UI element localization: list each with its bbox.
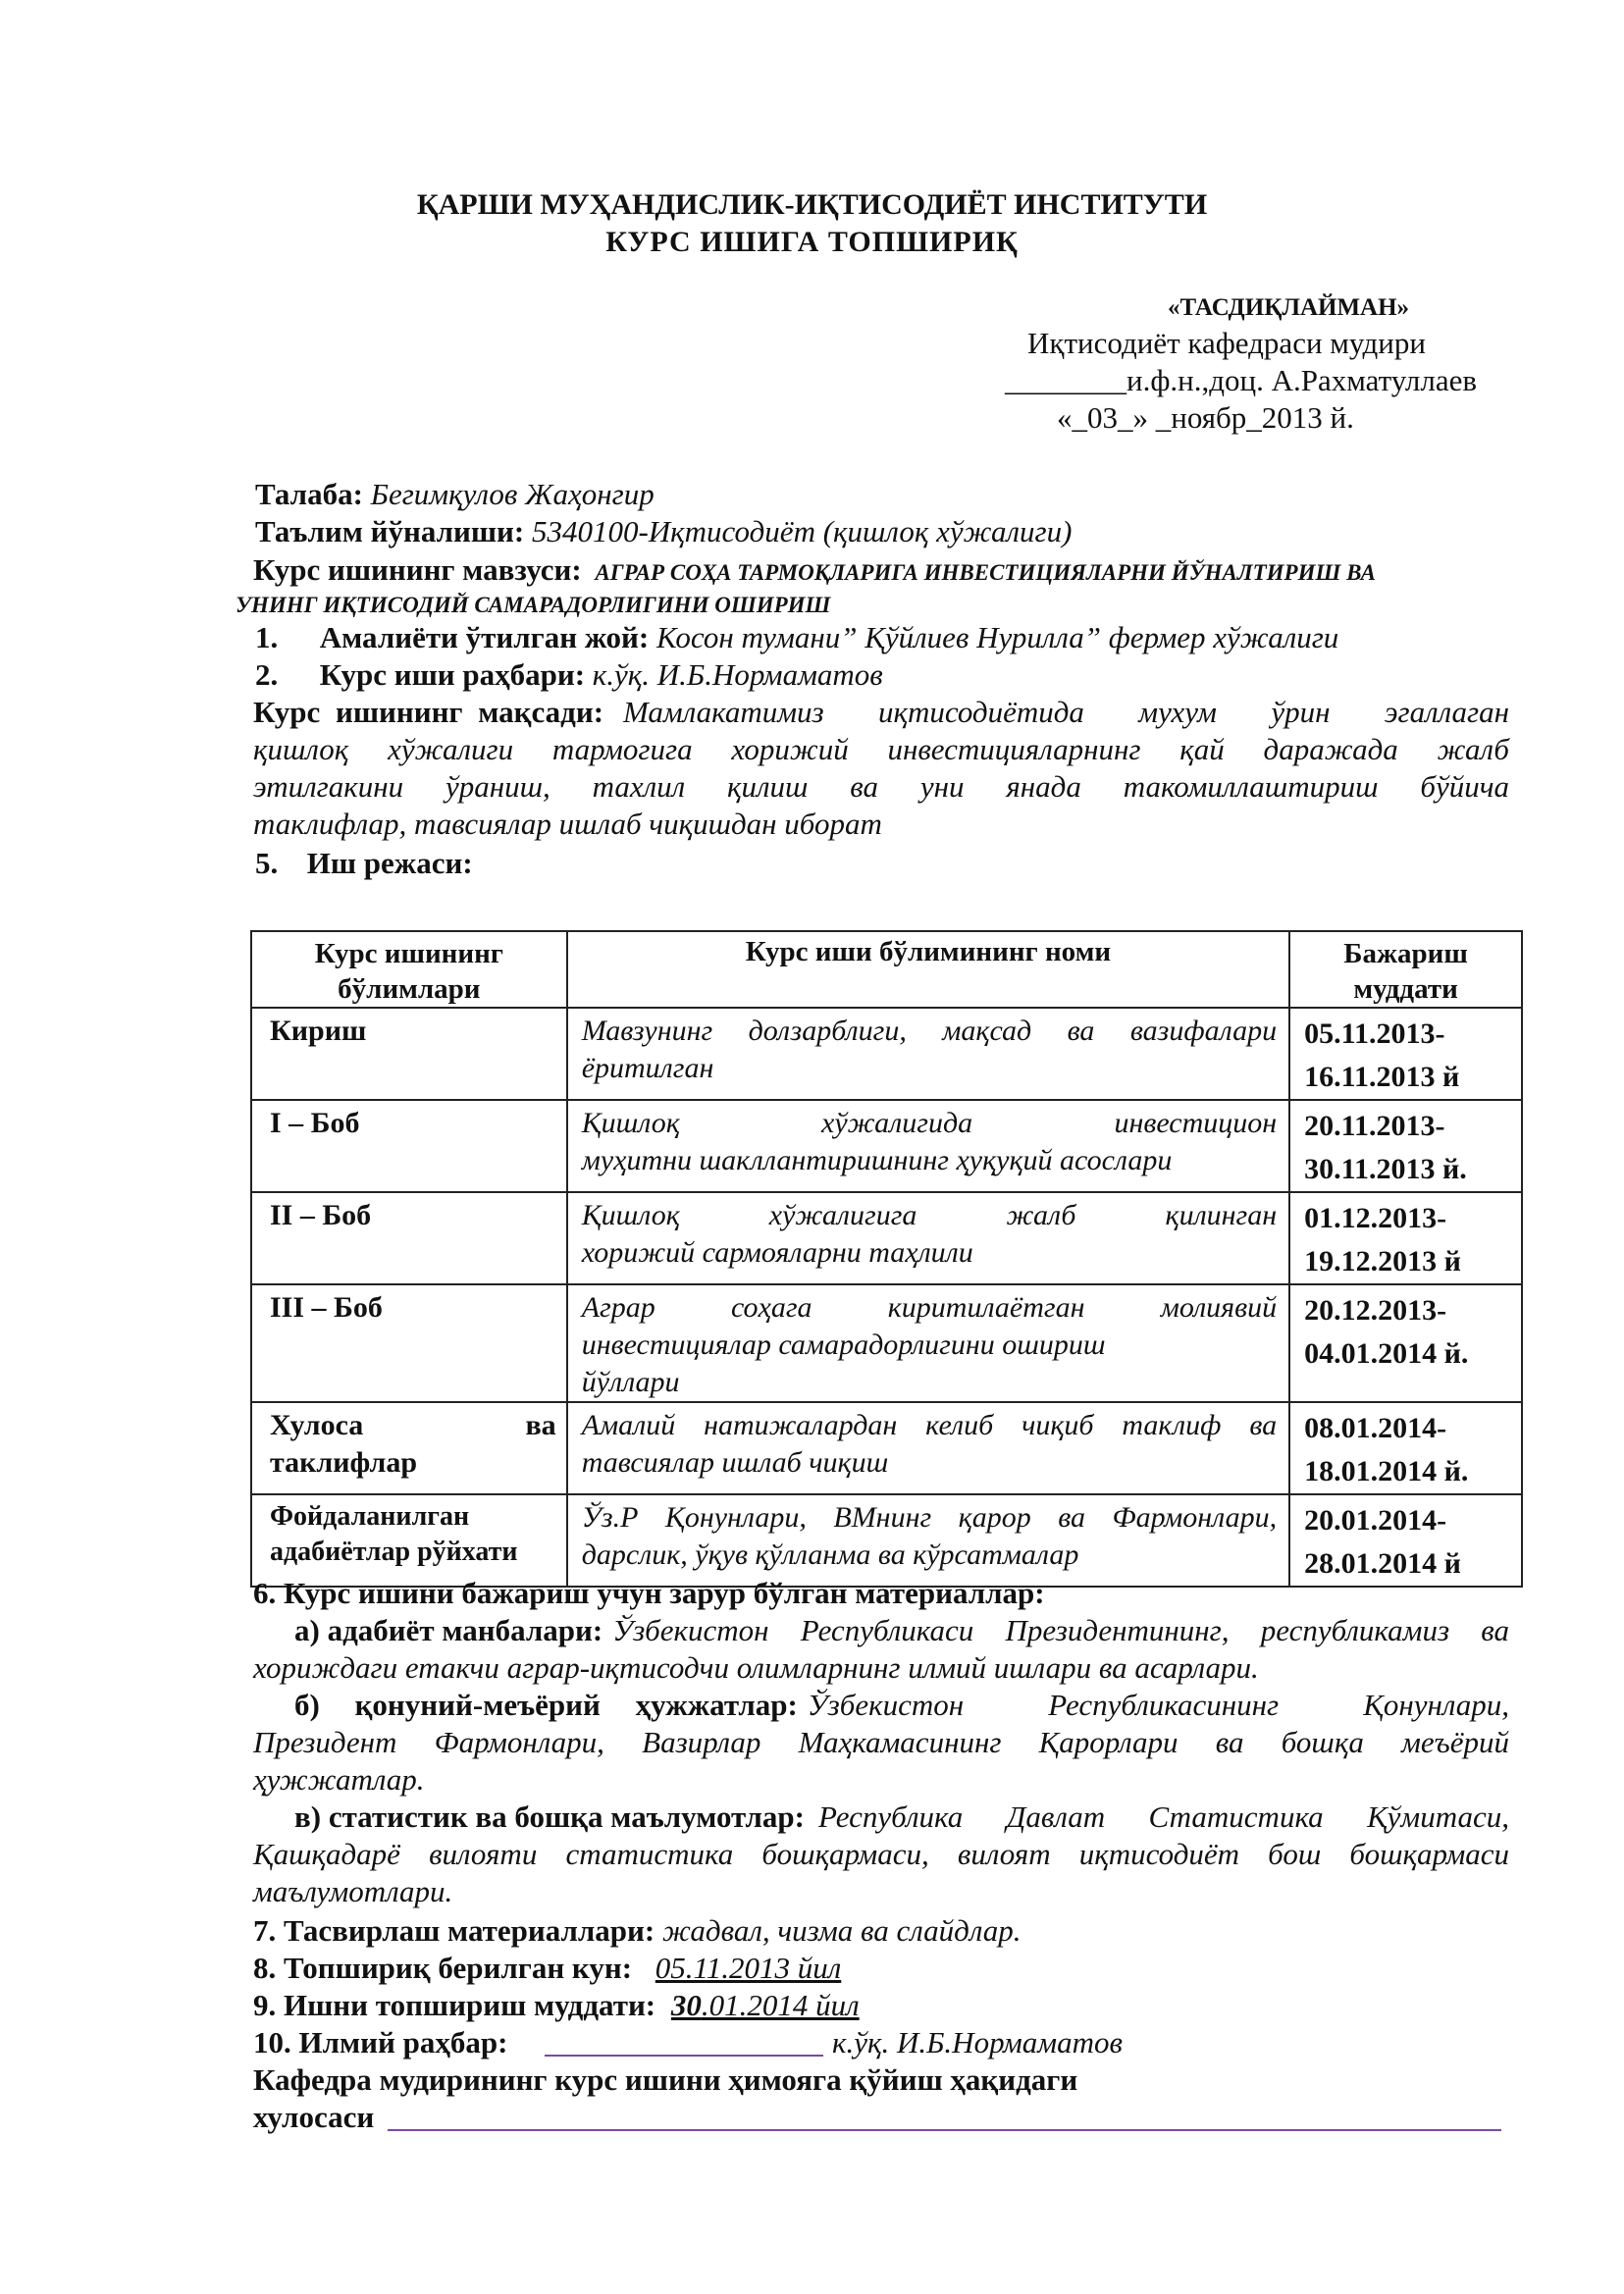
table-row [251, 1008, 1522, 1100]
approval-date: «_03_» _ноябр_2013 й. [1057, 400, 1354, 435]
materials-a-text-2: хориждаги етакчи аграр-иқтисодчи олимларнинг илмий ишлари ва асарлари. [253, 1650, 1259, 1685]
materials-c-label: в) статистик ва бошқа маълумотлар: [294, 1799, 805, 1834]
item9-label: 9. Ишни топшириш муддати: [253, 1988, 656, 2022]
materials-c-text-3: маълумотлари. [253, 1874, 453, 1908]
materials-b-label: б) қонуний-меъёрий ҳужжатлар: [294, 1688, 798, 1722]
row-name: Ўз.Р Қонунлари, ВМнинг қарор ва Фармонлари, дарслик, ўқув қўлланма ва кўрсатмалар [567, 1494, 1289, 1587]
row-section: І – Боб [251, 1100, 567, 1192]
goal-label: Курс ишининг мақсади: [253, 695, 604, 729]
materials-c-text-2: Қашқадарё вилояти статистика бошқармаси, вилоят иқтисодиёт бош бошқармаси [253, 1837, 1509, 1871]
col-header-term: Бажариш муддати [1289, 931, 1522, 1008]
institute-name: ҚАРШИ МУҲАНДИСЛИК-ИҚТИСОДИЁТ ИНСТИТУТИ [416, 188, 1208, 221]
col-header-name: Курс иши бўлимининг номи [567, 931, 1289, 1008]
item10-line [253, 2025, 507, 2060]
item2-label: Курс иши раҳбари: [319, 657, 586, 692]
row-term: 01.12.2013- 19.12.2013 й [1289, 1192, 1522, 1284]
item7-value: жадвал, чизма ва слайдлар. [661, 1913, 1022, 1948]
goal-text-3: этилгакини ўраниш, тахлил қилиш ва уни янада такомиллаштириш бўйича [253, 769, 1509, 804]
student-line [255, 477, 655, 512]
materials-a-label: а) адабиёт манбалари: [294, 1613, 603, 1647]
item8-line [253, 1951, 841, 1986]
row-section: Фойдаланилган адабиётлар рўйхати [251, 1494, 567, 1587]
materials-b-text-2: Президент Фармонлари, Вазирлар Маҳкамасининг Қарорлари ва бошқа меъёрий [253, 1725, 1509, 1759]
table-row [251, 1402, 1522, 1494]
direction-label: Таълим йўналиши: [255, 514, 525, 548]
item7-line [253, 1913, 1021, 1949]
table-row [251, 1100, 1522, 1192]
item8-label: 8. Топшириқ берилган кун: [253, 1951, 633, 1985]
topic-value-line1: АГРАР СОҲА ТАРМОҚЛАРИГА ИНВЕСТИЦИЯЛАРНИ ЙЎНАЛТИРИШ ВА [595, 560, 1376, 585]
item10-label: 10. Илмий раҳбар: [253, 2025, 508, 2059]
item10-value: к.ўқ. И.Б.Нормаматов [832, 2025, 1123, 2059]
student-label: Талаба: [255, 477, 363, 511]
item2-value: к.ўқ. И.Б.Нормаматов [592, 657, 883, 692]
col-header-sections: Курс ишининг бўлимлари [251, 931, 567, 1008]
topic-line [253, 552, 1376, 588]
plan-number: 5. [255, 846, 279, 880]
materials-b-line1 [294, 1688, 1509, 1723]
conclusion-line2: хулосаси [253, 2100, 375, 2134]
approval-stamp: «ТАСДИҚЛАЙМАН» [1168, 294, 1410, 321]
goal-line1 [253, 695, 1509, 730]
item1-line [255, 620, 1338, 655]
item2-number: 2. [255, 657, 279, 692]
direction-line [255, 514, 1072, 549]
supervisor-signature-line [545, 2055, 823, 2057]
row-term: 20.12.2013- 04.01.2014 й. [1289, 1284, 1522, 1402]
materials-c-line1 [294, 1799, 1509, 1835]
plan-heading [255, 846, 473, 881]
materials-c-text-1: Республика Давлат Статистика Қўмитаси, [817, 1799, 1509, 1834]
plan-label: Иш режаси: [306, 846, 473, 880]
row-name: Қишлоқ хўжалигида инвестицион муҳитни шакллантиришнинг ҳуқуқий асослари [567, 1100, 1289, 1192]
row-term: 20.01.2014- 28.01.2014 й [1289, 1494, 1522, 1587]
item9-value: 30.01.2014 йил [670, 1988, 860, 2022]
conclusion-line1: Кафедра мудирининг курс ишини ҳимояга қўйиш ҳақидаги [253, 2062, 1078, 2097]
table-row [251, 1192, 1522, 1284]
item8-value: 05.11.2013 йил [655, 1951, 842, 1985]
item7-label: 7. Тасвирлаш материаллари: [253, 1913, 655, 1948]
row-name: Мавзунинг долзарблиги, мақсад ва вазифалари ёритилган [567, 1008, 1289, 1100]
student-name: Бегимқулов Жаҳонгир [370, 477, 655, 511]
table-header-row [251, 931, 1522, 1008]
row-section: ІІ – Боб [251, 1192, 567, 1284]
row-term: 20.11.2013- 30.11.2013 й. [1289, 1100, 1522, 1192]
table-row [251, 1494, 1522, 1587]
goal-text-2: қишлоқ хўжалиги тармогига хорижий инвестицияларнинг қай даражада жалб [253, 732, 1509, 766]
row-section: Кириш [251, 1008, 567, 1100]
materials-a-line1 [294, 1613, 1509, 1648]
document-title: КУРС ИШИГА ТОПШИРИҚ [605, 226, 1019, 258]
work-plan-table [250, 930, 1523, 1588]
row-term: 08.01.2014- 18.01.2014 й. [1289, 1402, 1522, 1494]
row-name: Амалий натижалардан келиб чиқиб таклиф ва тавсиялар ишлаб чиқиш [567, 1402, 1289, 1494]
approval-position: Иқтисодиёт кафедраси мудири [1027, 326, 1426, 360]
topic-label: Курс ишининг мавзуси: [253, 552, 582, 587]
approval-signature: ________и.ф.н.,доц. А.Рахматуллаев [1005, 363, 1477, 397]
row-section: Хулоса ва таклифлар [251, 1402, 567, 1494]
row-section: ІІІ – Боб [251, 1284, 567, 1402]
item1-value: Косон тумани” Қўйлиев Нурилла” фермер хўжалиги [655, 620, 1339, 654]
materials-heading: 6. Курс ишини бажариш учун зарур бўлган материаллар: [253, 1576, 1045, 1610]
item1-label: Амалиёти ўтилган жой: [319, 620, 650, 654]
table-row [251, 1284, 1522, 1402]
conclusion-fill-line [388, 2129, 1501, 2131]
direction-value: 5340100-Иқтисодиёт (қишлоқ хўжалиги) [531, 514, 1073, 548]
row-name: Қишлоқ хўжалигига жалб қилинган хорижий сармояларни таҳлили [567, 1192, 1289, 1284]
item1-number: 1. [255, 620, 279, 654]
topic-value-line2: УНИНГ ИҚТИСОДИЙ САМАРАДОРЛИГИНИ ОШИРИШ [236, 593, 831, 617]
goal-text-4: таклифлар, тавсиялар ишлаб чиқишдан иборат [253, 807, 882, 841]
row-term: 05.11.2013- 16.11.2013 й [1289, 1008, 1522, 1100]
row-name: Аграр соҳага киритилаётган молиявий инвестициялар самарадорлигини ошириш йўллари [567, 1284, 1289, 1402]
materials-a-text-1: Ўзбекистон Республикаси Президентининг, республикамиз ва [612, 1613, 1509, 1647]
goal-text-1: Мамлакатимиз иқтисодиётида мухум ўрин эгаллаган [623, 695, 1509, 729]
item9-line [253, 1988, 860, 2023]
materials-b-text-1: Ўзбекистон Республикасининг Қонунлари, [807, 1688, 1509, 1722]
item2-line [255, 657, 883, 693]
materials-b-text-3: ҳужжатлар. [253, 1762, 425, 1797]
